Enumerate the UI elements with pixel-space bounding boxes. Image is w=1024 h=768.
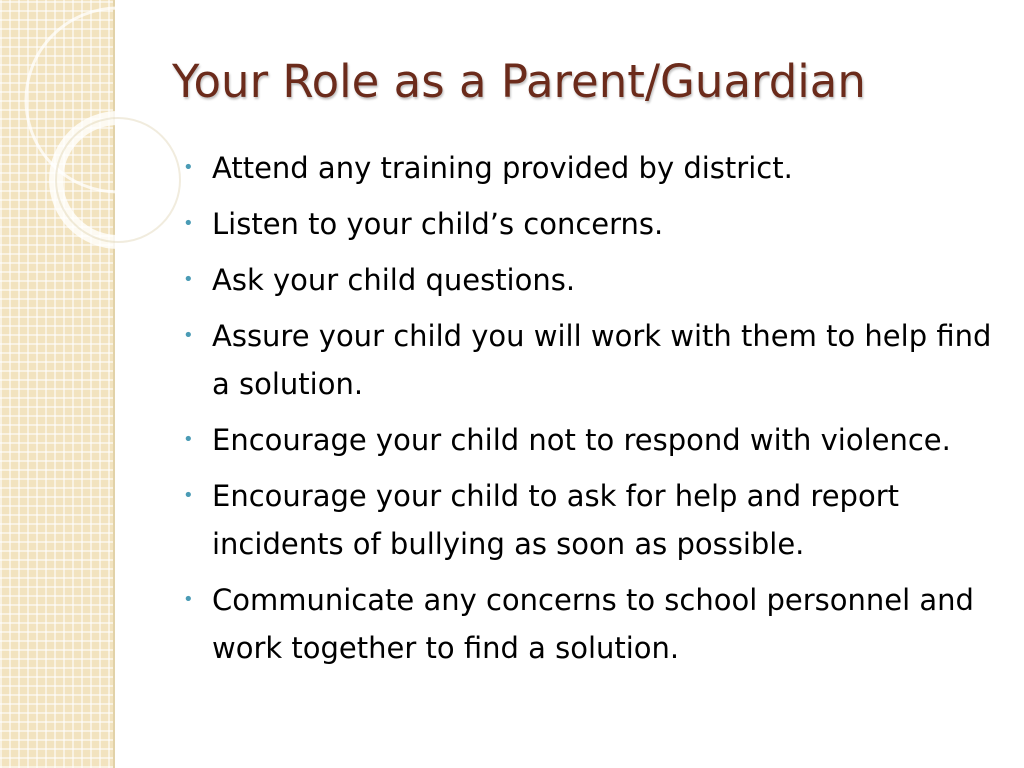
bullet-dot-icon: • (183, 429, 194, 450)
decorative-rings (0, 0, 200, 300)
bullet-item (180, 200, 1000, 248)
bullet-item (180, 472, 1000, 568)
bullet-dot-icon: • (183, 589, 194, 610)
bullet-dot-icon: • (183, 485, 194, 506)
bullet-text: Encourage your child not to respond with violence. (212, 423, 951, 457)
bullet-text: Listen to your child’s concerns. (212, 207, 664, 241)
bullet-text: Ask your child questions. (212, 263, 576, 297)
bullet-item (180, 144, 1000, 192)
bullet-dot-icon: • (183, 269, 194, 290)
bullet-item (180, 256, 1000, 304)
slide-title: Your Role as a Parent/Guardian (172, 55, 866, 108)
bullet-list (180, 144, 1000, 680)
bullet-text: Encourage your child to ask for help and report incidents of bullying as soon as possible. (212, 479, 899, 561)
bullet-text: Assure your child you will work with them to help find a solution. (212, 319, 992, 401)
bullet-dot-icon: • (183, 157, 194, 178)
bullet-dot-icon: • (183, 213, 194, 234)
bullet-text: Communicate any concerns to school personnel and work together to find a solution. (212, 583, 974, 665)
bullet-item (180, 576, 1000, 672)
bullet-text: Attend any training provided by district. (212, 151, 793, 185)
bullet-item (180, 416, 1000, 464)
bullet-item (180, 312, 1000, 408)
bullet-dot-icon: • (183, 325, 194, 346)
